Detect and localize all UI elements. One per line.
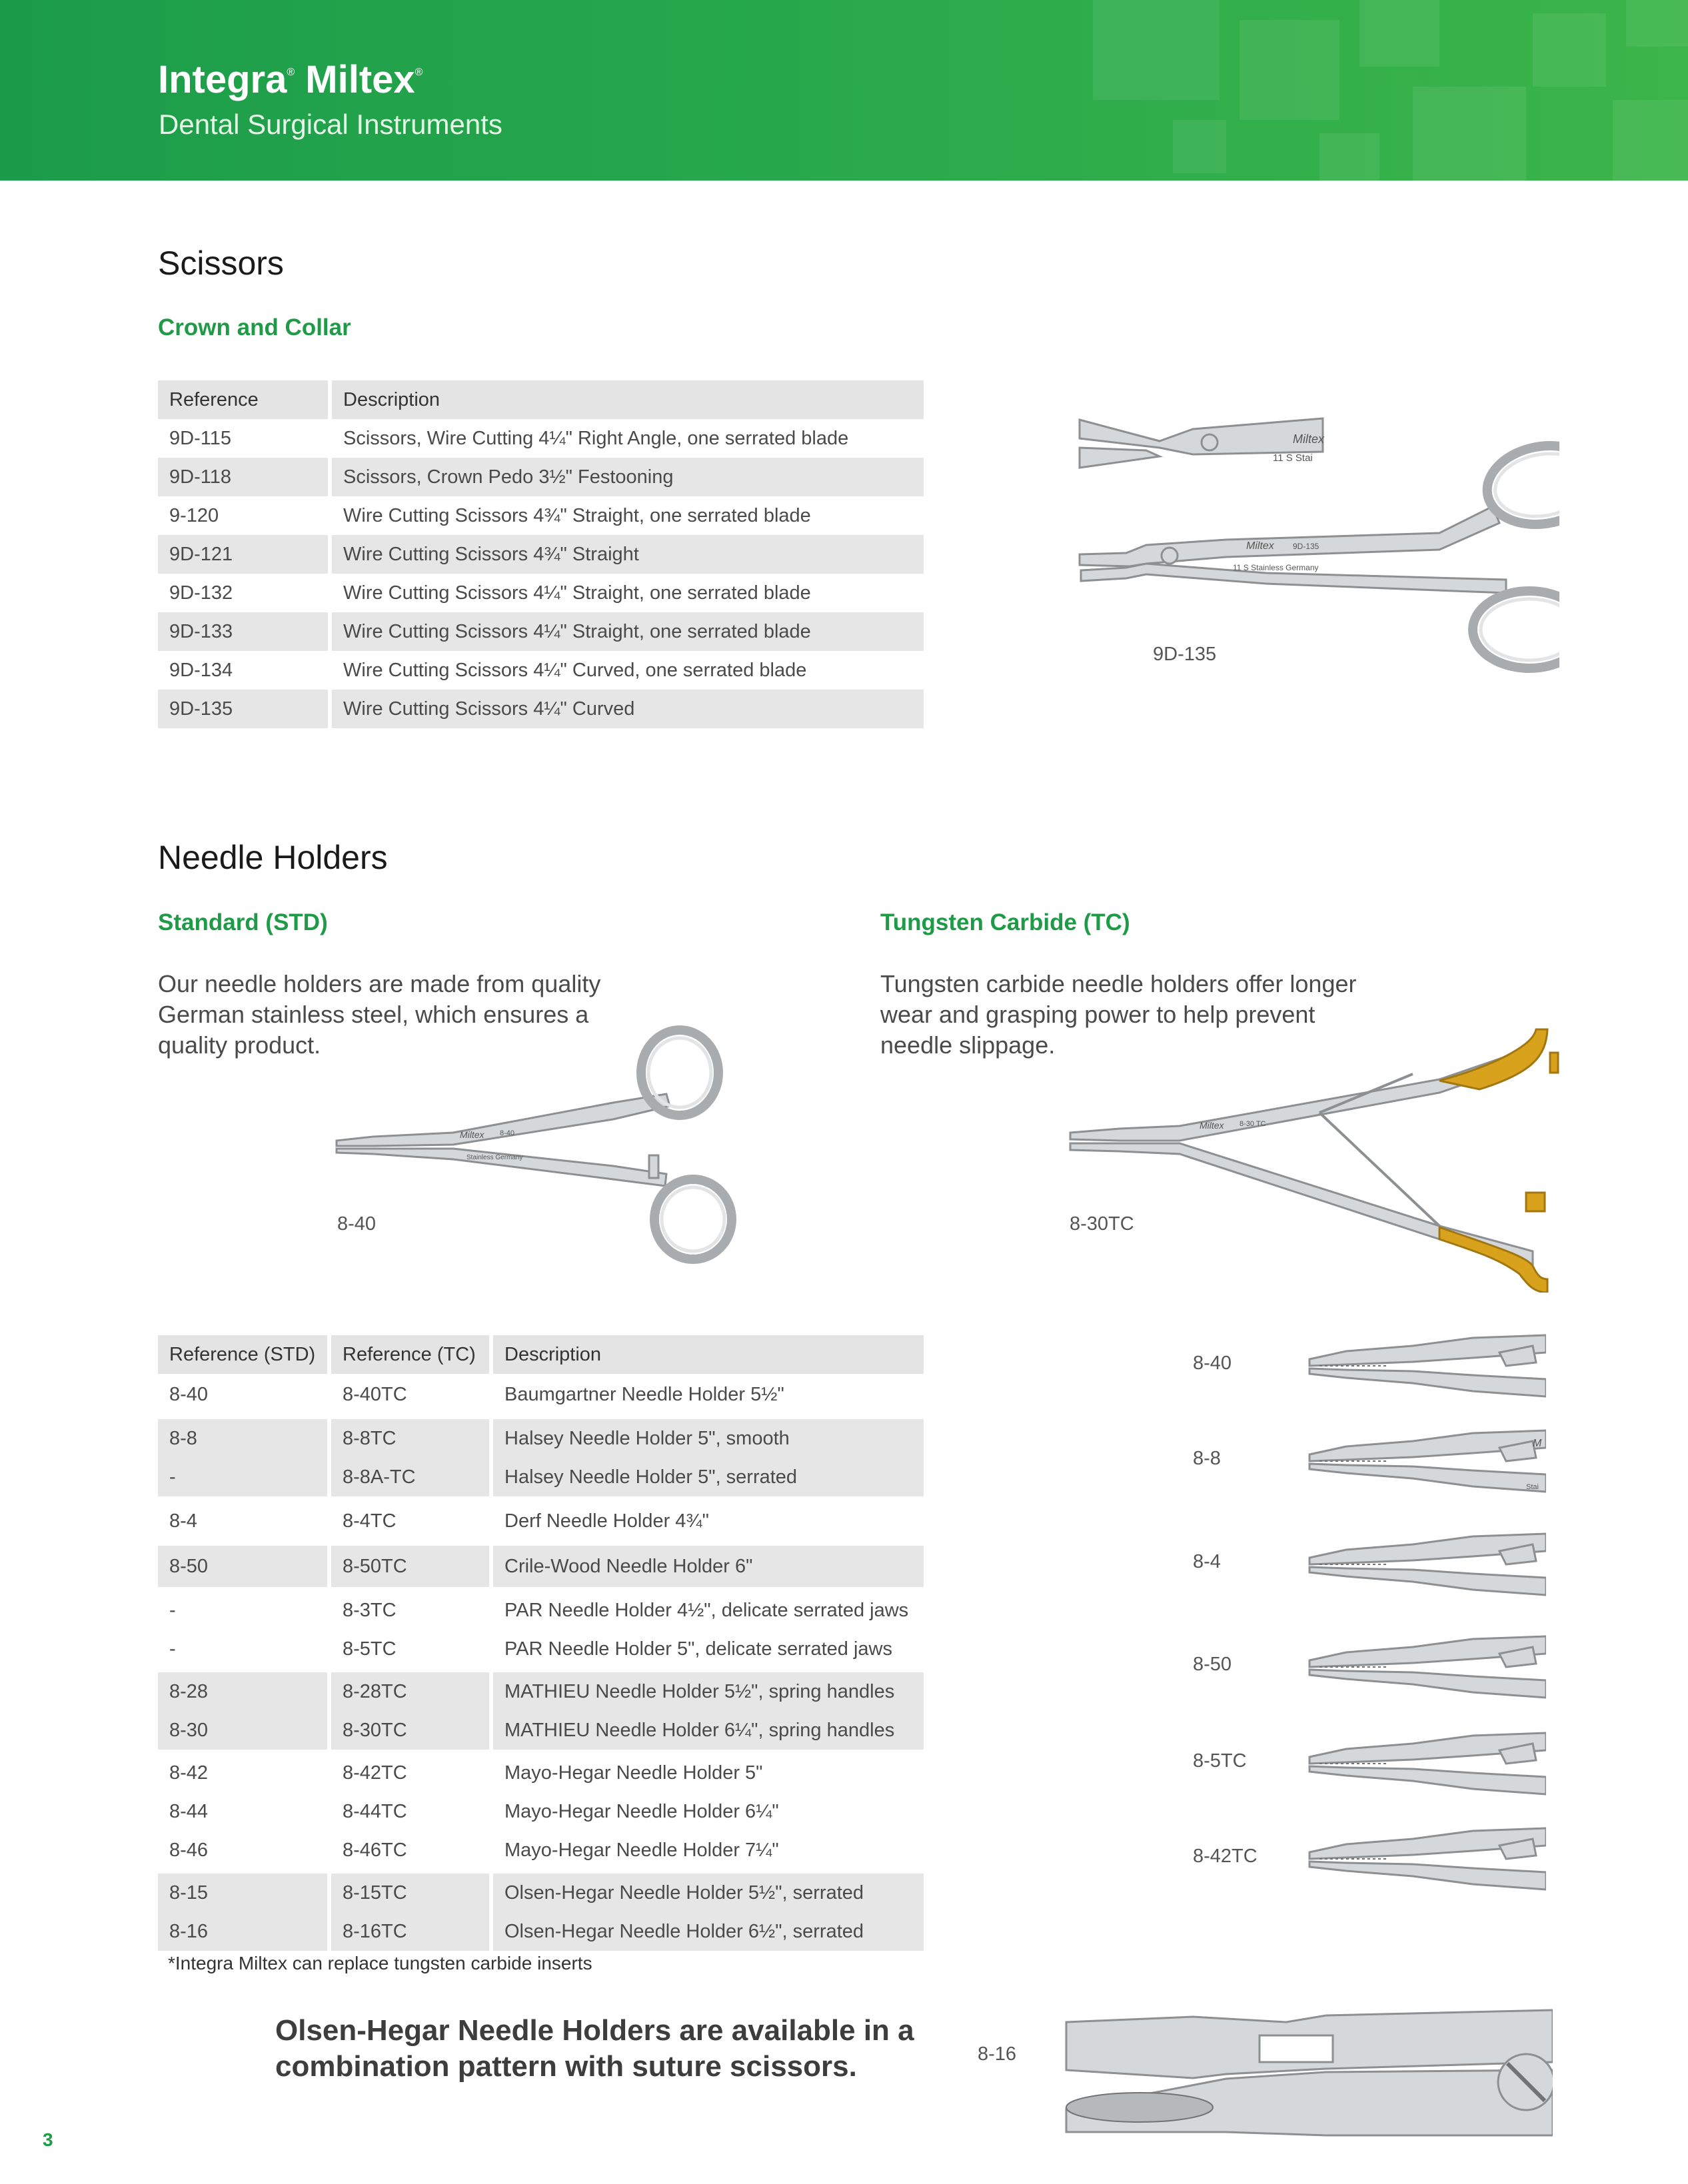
column-header-reference: Reference	[158, 380, 330, 419]
reference-tc-cell: 8-40TC	[329, 1374, 491, 1415]
description-cell: Mayo-Hegar Needle Holder 7¼"	[491, 1831, 924, 1870]
table-row	[158, 612, 924, 651]
reference-cell: 9D-121	[158, 535, 330, 574]
description-cell: Mayo-Hegar Needle Holder 5"	[491, 1754, 924, 1792]
table-row	[158, 1912, 924, 1951]
reference-tc-cell: 8-30TC	[329, 1711, 491, 1750]
combination-pattern-callout: Olsen-Hegar Needle Holders are available in a combination pattern with suture scissors.	[275, 2014, 914, 2083]
tip-label: 8-5TC	[1193, 1750, 1247, 1772]
tungsten-carbide-heading: Tungsten Carbide (TC)	[880, 909, 1130, 935]
reference-tc-cell: 8-5TC	[329, 1630, 491, 1668]
reference-tc-cell: 8-50TC	[329, 1546, 491, 1587]
description-cell: Scissors, Wire Cutting 4¼" Right Angle, one serrated blade	[330, 419, 924, 458]
reference-std-cell: 8-44	[169, 1800, 209, 1822]
reference-tc-cell: 8-42TC	[329, 1754, 491, 1792]
needle-holder-tip-image	[1306, 1531, 1546, 1598]
needle-holder-tip-image	[1306, 1730, 1546, 1797]
table-row	[158, 1672, 924, 1711]
description-cell: PAR Needle Holder 4½", delicate serrated jaws	[491, 1591, 924, 1630]
scissor-upper-shank	[1080, 506, 1499, 566]
header-subtitle: Dental Surgical Instruments	[159, 109, 502, 140]
tip-label: 8-50	[1193, 1654, 1232, 1675]
engraving-model: 8-30 TC	[1240, 1120, 1266, 1128]
needle-holder-8-30tc-image	[1066, 1026, 1559, 1293]
table-row	[158, 1831, 924, 1870]
scissors-title: Scissors	[158, 245, 284, 282]
table-row	[158, 1630, 924, 1668]
reference-cell: 9D-118	[158, 458, 330, 496]
scissor-cutout	[1260, 2035, 1333, 2062]
reference-tc-cell: 8-46TC	[329, 1831, 491, 1870]
description-cell: MATHIEU Needle Holder 6¼", spring handles	[491, 1711, 924, 1750]
holder-upper-shank	[337, 1094, 670, 1146]
reference-std-cell: 8-40	[169, 1383, 209, 1405]
table-row	[158, 1591, 924, 1630]
description-cell: Scissors, Crown Pedo 3½" Festooning	[330, 458, 924, 496]
reference-std-cell: -	[158, 1458, 329, 1496]
reference-std-cell: 8-4	[169, 1510, 197, 1532]
scissor-screw	[1202, 434, 1218, 450]
table-row	[158, 535, 924, 574]
standard-heading: Standard (STD)	[158, 909, 328, 935]
description-cell: Wire Cutting Scissors 4¼" Straight, one serrated blade	[330, 612, 924, 651]
reference-std-cell: 8-16	[158, 1912, 329, 1951]
tip-label: 8-8	[1193, 1448, 1221, 1469]
description-cell: Wire Cutting Scissors 4¼" Curved, one serrated blade	[330, 651, 924, 690]
table-row	[158, 496, 924, 535]
table-row	[158, 1546, 924, 1587]
crown-collar-heading: Crown and Collar	[158, 314, 351, 340]
table-row	[158, 574, 924, 612]
table-row	[158, 1458, 924, 1496]
tip-label: 8-4	[1193, 1551, 1221, 1572]
engraving-brand: Miltex	[1200, 1120, 1224, 1131]
table-row	[158, 1792, 924, 1831]
description-cell: Derf Needle Holder 4¾"	[491, 1500, 924, 1542]
reference-cell: 9D-133	[158, 612, 330, 651]
finger-ring-lower	[654, 1179, 732, 1259]
table-row	[158, 1419, 924, 1458]
description-cell: Mayo-Hegar Needle Holder 6¼"	[491, 1792, 924, 1831]
needle-holder-tip-image	[1306, 1333, 1546, 1399]
reference-std-cell: 8-50	[158, 1546, 329, 1587]
tip-label: 8-40	[1193, 1353, 1232, 1374]
tip-gallery	[1193, 1353, 1553, 1939]
reference-std-cell: 8-28	[158, 1672, 329, 1711]
reference-tc-cell: 8-16TC	[329, 1912, 491, 1951]
tc-image-caption: 8-30TC	[1070, 1213, 1134, 1235]
engraving-model: 9D-135	[1293, 542, 1319, 551]
scissor-blade-lower	[1080, 448, 1160, 468]
needle-holder-8-40-image	[333, 1019, 753, 1266]
reference-cell: 9D-134	[169, 659, 233, 681]
scissor-pivot-screw	[1162, 548, 1178, 564]
engraving-brand: M	[1533, 1438, 1542, 1449]
description-cell: Wire Cutting Scissors 4¼" Straight, one serrated blade	[330, 574, 924, 612]
reference-cell: 9D-132	[169, 582, 233, 604]
ratchet	[649, 1155, 658, 1178]
reference-std-cell: 8-42	[169, 1762, 209, 1784]
needle-holder-tip-image	[1306, 1428, 1546, 1494]
reference-std-cell: 8-46	[169, 1839, 209, 1861]
reference-std-cell: 8-15	[158, 1874, 329, 1912]
reference-cell: 9D-135	[158, 690, 330, 728]
table-header-row	[158, 1335, 924, 1374]
gold-latch	[1526, 1193, 1545, 1211]
olsen-hegar-8-16-image	[1060, 1995, 1553, 2149]
reference-std-cell: 8-30	[158, 1711, 329, 1750]
tungsten-carbide-intro: Tungsten carbide needle holders offer longer wear and grasping power to help prevent needle slippage.	[880, 970, 1357, 1059]
reference-cell: 9-120	[169, 504, 219, 526]
reference-tc-cell: 8-4TC	[329, 1500, 491, 1542]
serrated-tip	[1066, 2093, 1213, 2122]
reference-std-cell: -	[169, 1599, 176, 1621]
reference-tc-cell: 8-15TC	[329, 1874, 491, 1912]
scissors-table	[158, 380, 924, 728]
engraving-text: 11 S Stainless Germany	[1233, 563, 1319, 572]
column-header-reference-tc: Reference (TC)	[329, 1335, 491, 1374]
gold-spring-tip	[1550, 1053, 1558, 1073]
column-header-reference-std: Reference (STD)	[158, 1335, 329, 1374]
reference-tc-cell: 8-28TC	[329, 1672, 491, 1711]
description-cell: Halsey Needle Holder 5", smooth	[491, 1419, 924, 1458]
finger-ring-lower	[1473, 591, 1559, 668]
scissors-image-caption: 9D-135	[1153, 644, 1217, 665]
description-cell: Crile-Wood Needle Holder 6"	[491, 1546, 924, 1587]
engraving-brand-main: Miltex	[1246, 540, 1274, 552]
table-row	[158, 1711, 924, 1750]
reference-tc-cell: 8-8TC	[329, 1419, 491, 1458]
description-cell: Wire Cutting Scissors 4¾" Straight	[330, 535, 924, 574]
engraving-text: Stai	[1526, 1483, 1539, 1491]
description-cell: Olsen-Hegar Needle Holder 5½", serrated	[491, 1874, 924, 1912]
needle-holders-title: Needle Holders	[158, 839, 388, 876]
engraving-stainless: Stainless Germany	[466, 1154, 523, 1161]
table-header-row	[158, 380, 924, 419]
std-image-caption: 8-40	[337, 1213, 377, 1235]
column-header-description: Description	[330, 380, 924, 419]
description-cell: PAR Needle Holder 5", delicate serrated jaws	[491, 1630, 924, 1668]
table-row	[158, 1374, 924, 1415]
table-row	[158, 690, 924, 728]
description-cell: Wire Cutting Scissors 4¾" Straight, one serrated blade	[330, 496, 924, 535]
reference-std-cell: 8-8	[158, 1419, 329, 1458]
gold-handle-upper	[1439, 1029, 1547, 1089]
reference-cell: 9D-115	[169, 427, 231, 449]
description-cell: Halsey Needle Holder 5", serrated	[491, 1458, 924, 1496]
table-row	[158, 419, 924, 458]
table-row	[158, 458, 924, 496]
reference-tc-cell: 8-3TC	[329, 1591, 491, 1630]
needle-holder-tip-image	[1306, 1634, 1546, 1700]
wire-cutting-scissors-image	[1066, 406, 1559, 706]
callout-image-caption: 8-16	[978, 2043, 1017, 2065]
finger-ring-upper	[641, 1030, 718, 1115]
table-row	[158, 1500, 924, 1542]
needle-holders-table	[158, 1335, 924, 1951]
table-row	[158, 1754, 924, 1792]
description-cell: MATHIEU Needle Holder 5½", spring handles	[491, 1672, 924, 1711]
description-cell: Baumgartner Needle Holder 5½"	[491, 1374, 924, 1415]
engraving-model: 8-40	[500, 1129, 515, 1137]
footnote: *Integra Miltex can replace tungsten carbide inserts	[168, 1953, 592, 1973]
holder-upper-handle	[1070, 1047, 1533, 1141]
page-number: 3	[43, 2129, 53, 2150]
engraving-brand: Miltex	[1293, 432, 1325, 446]
standard-intro: Our needle holders are made from quality German stainless steel, which ensures a quality product.	[158, 970, 601, 1059]
description-cell: Wire Cutting Scissors 4¼" Curved	[330, 690, 924, 728]
reference-std-cell: -	[169, 1638, 176, 1660]
reference-tc-cell: 8-44TC	[329, 1792, 491, 1831]
engraving-brand: Miltex	[460, 1129, 484, 1140]
description-cell: Olsen-Hegar Needle Holder 6½", serrated	[491, 1912, 924, 1951]
tip-label: 8-42TC	[1193, 1846, 1258, 1867]
column-header-description: Description	[491, 1335, 924, 1374]
table-row	[158, 651, 924, 690]
needle-holder-tip-image	[1306, 1826, 1546, 1892]
engraving-text-short: 11 S Stai	[1273, 452, 1313, 464]
brand-logo: Integra® Miltex®	[158, 58, 423, 101]
table-row	[158, 1874, 924, 1912]
reference-tc-cell: 8-8A-TC	[329, 1458, 491, 1496]
